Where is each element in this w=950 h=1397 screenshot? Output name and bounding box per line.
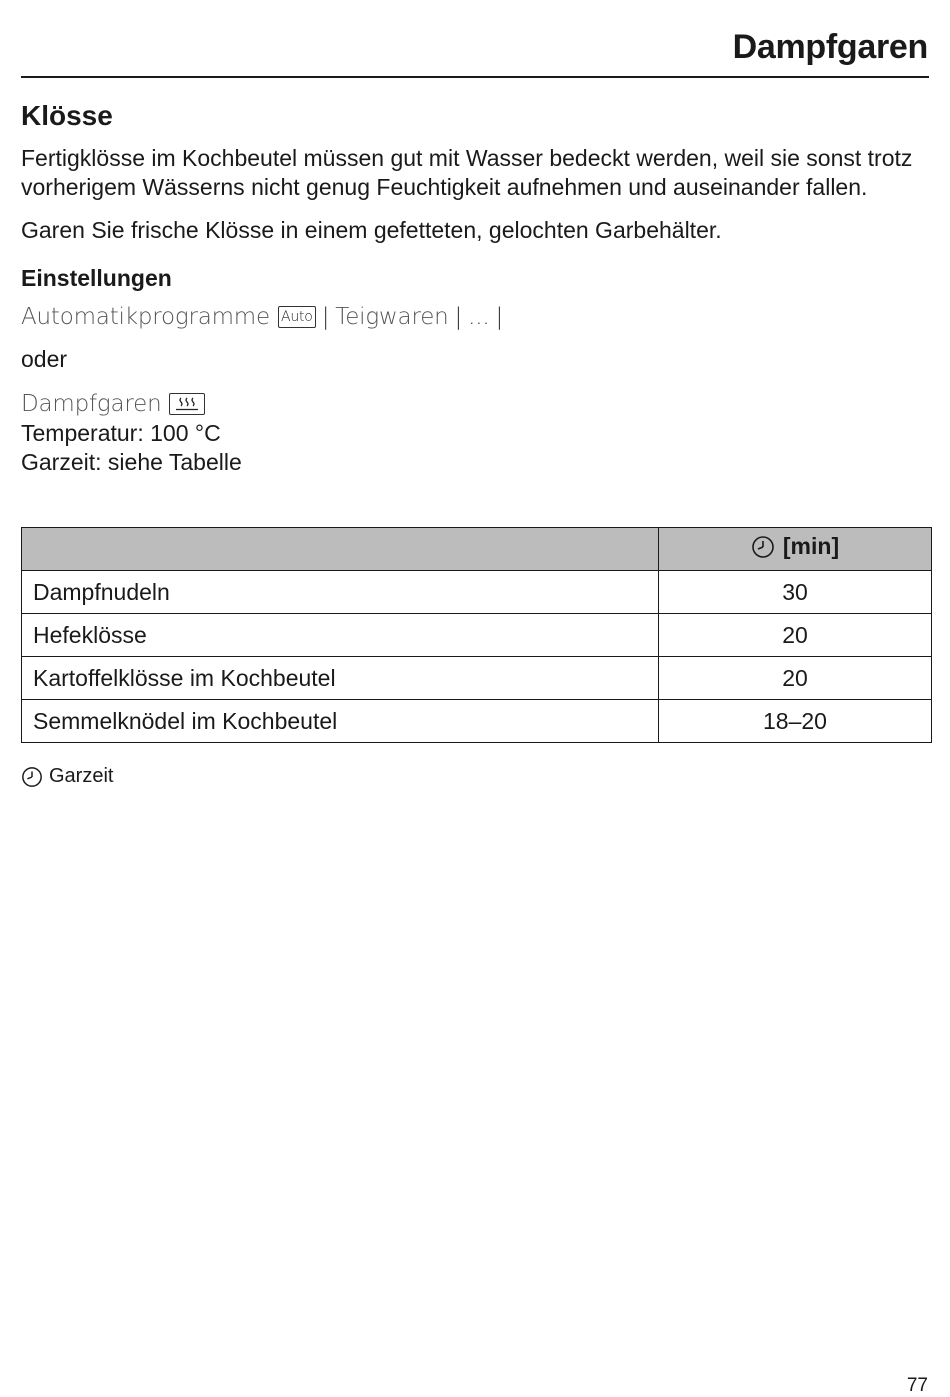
or-text: oder: [21, 346, 68, 372]
table-legend: [21, 765, 113, 788]
dish-time: 30: [659, 571, 932, 614]
cook-time-text: Garzeit: siehe Tabelle: [21, 449, 242, 475]
steam-mode-label: Dampfgaren: [21, 391, 162, 417]
section-title: Klösse: [21, 100, 113, 131]
auto-icon: Auto: [278, 306, 316, 328]
time-unit-label: [min]: [782, 533, 840, 560]
table-row: [22, 571, 932, 614]
cooking-time-table: [21, 527, 932, 743]
path-ellipsis: ...: [468, 304, 490, 330]
dish-time: 18–20: [659, 700, 932, 743]
steam-icon: [169, 393, 205, 415]
page-number: 77: [906, 1375, 928, 1396]
table-row: [22, 700, 932, 743]
table-row: [22, 614, 932, 657]
dish-time: 20: [659, 657, 932, 700]
table-header-row: [22, 528, 932, 571]
header-divider: [21, 76, 929, 78]
dish-name: Dampfnudeln: [22, 571, 659, 614]
clock-icon: [751, 535, 775, 559]
clock-icon: [21, 766, 43, 788]
table-header-time: [659, 528, 932, 571]
path-separator: |: [321, 304, 330, 330]
path-separator: |: [454, 304, 463, 330]
page-header-title: Dampfgaren: [732, 28, 928, 66]
auto-program-item: Teigwaren: [335, 304, 449, 330]
dish-name: Kartoffelklösse im Kochbeutel: [22, 657, 659, 700]
table-header-empty: [22, 528, 659, 571]
settings-heading: Einstellungen: [21, 265, 172, 291]
dish-name: Semmelknödel im Kochbeutel: [22, 700, 659, 743]
paragraph-2: Garen Sie frische Klösse in einem gefetteten, gelochten Garbehälter.: [21, 217, 722, 243]
path-separator: |: [495, 304, 503, 330]
auto-program-path: [21, 302, 931, 332]
main-content: [21, 100, 931, 477]
temperature-text: Temperatur: 100 °C: [21, 420, 221, 446]
dish-time: 20: [659, 614, 932, 657]
dish-name: Hefeklösse: [22, 614, 659, 657]
steam-mode-line: [21, 389, 931, 419]
legend-label: Garzeit: [49, 765, 114, 787]
auto-program-label: Automatikprogramme: [21, 304, 270, 330]
paragraph-1: Fertigklösse im Kochbeutel müssen gut mit Wasser bedeckt werden, weil sie sonst trotz vorherigem Wässerns nicht genug Feuchtigkeit aufnehmen und auseinander fallen.: [21, 145, 913, 200]
table-row: [22, 657, 932, 700]
